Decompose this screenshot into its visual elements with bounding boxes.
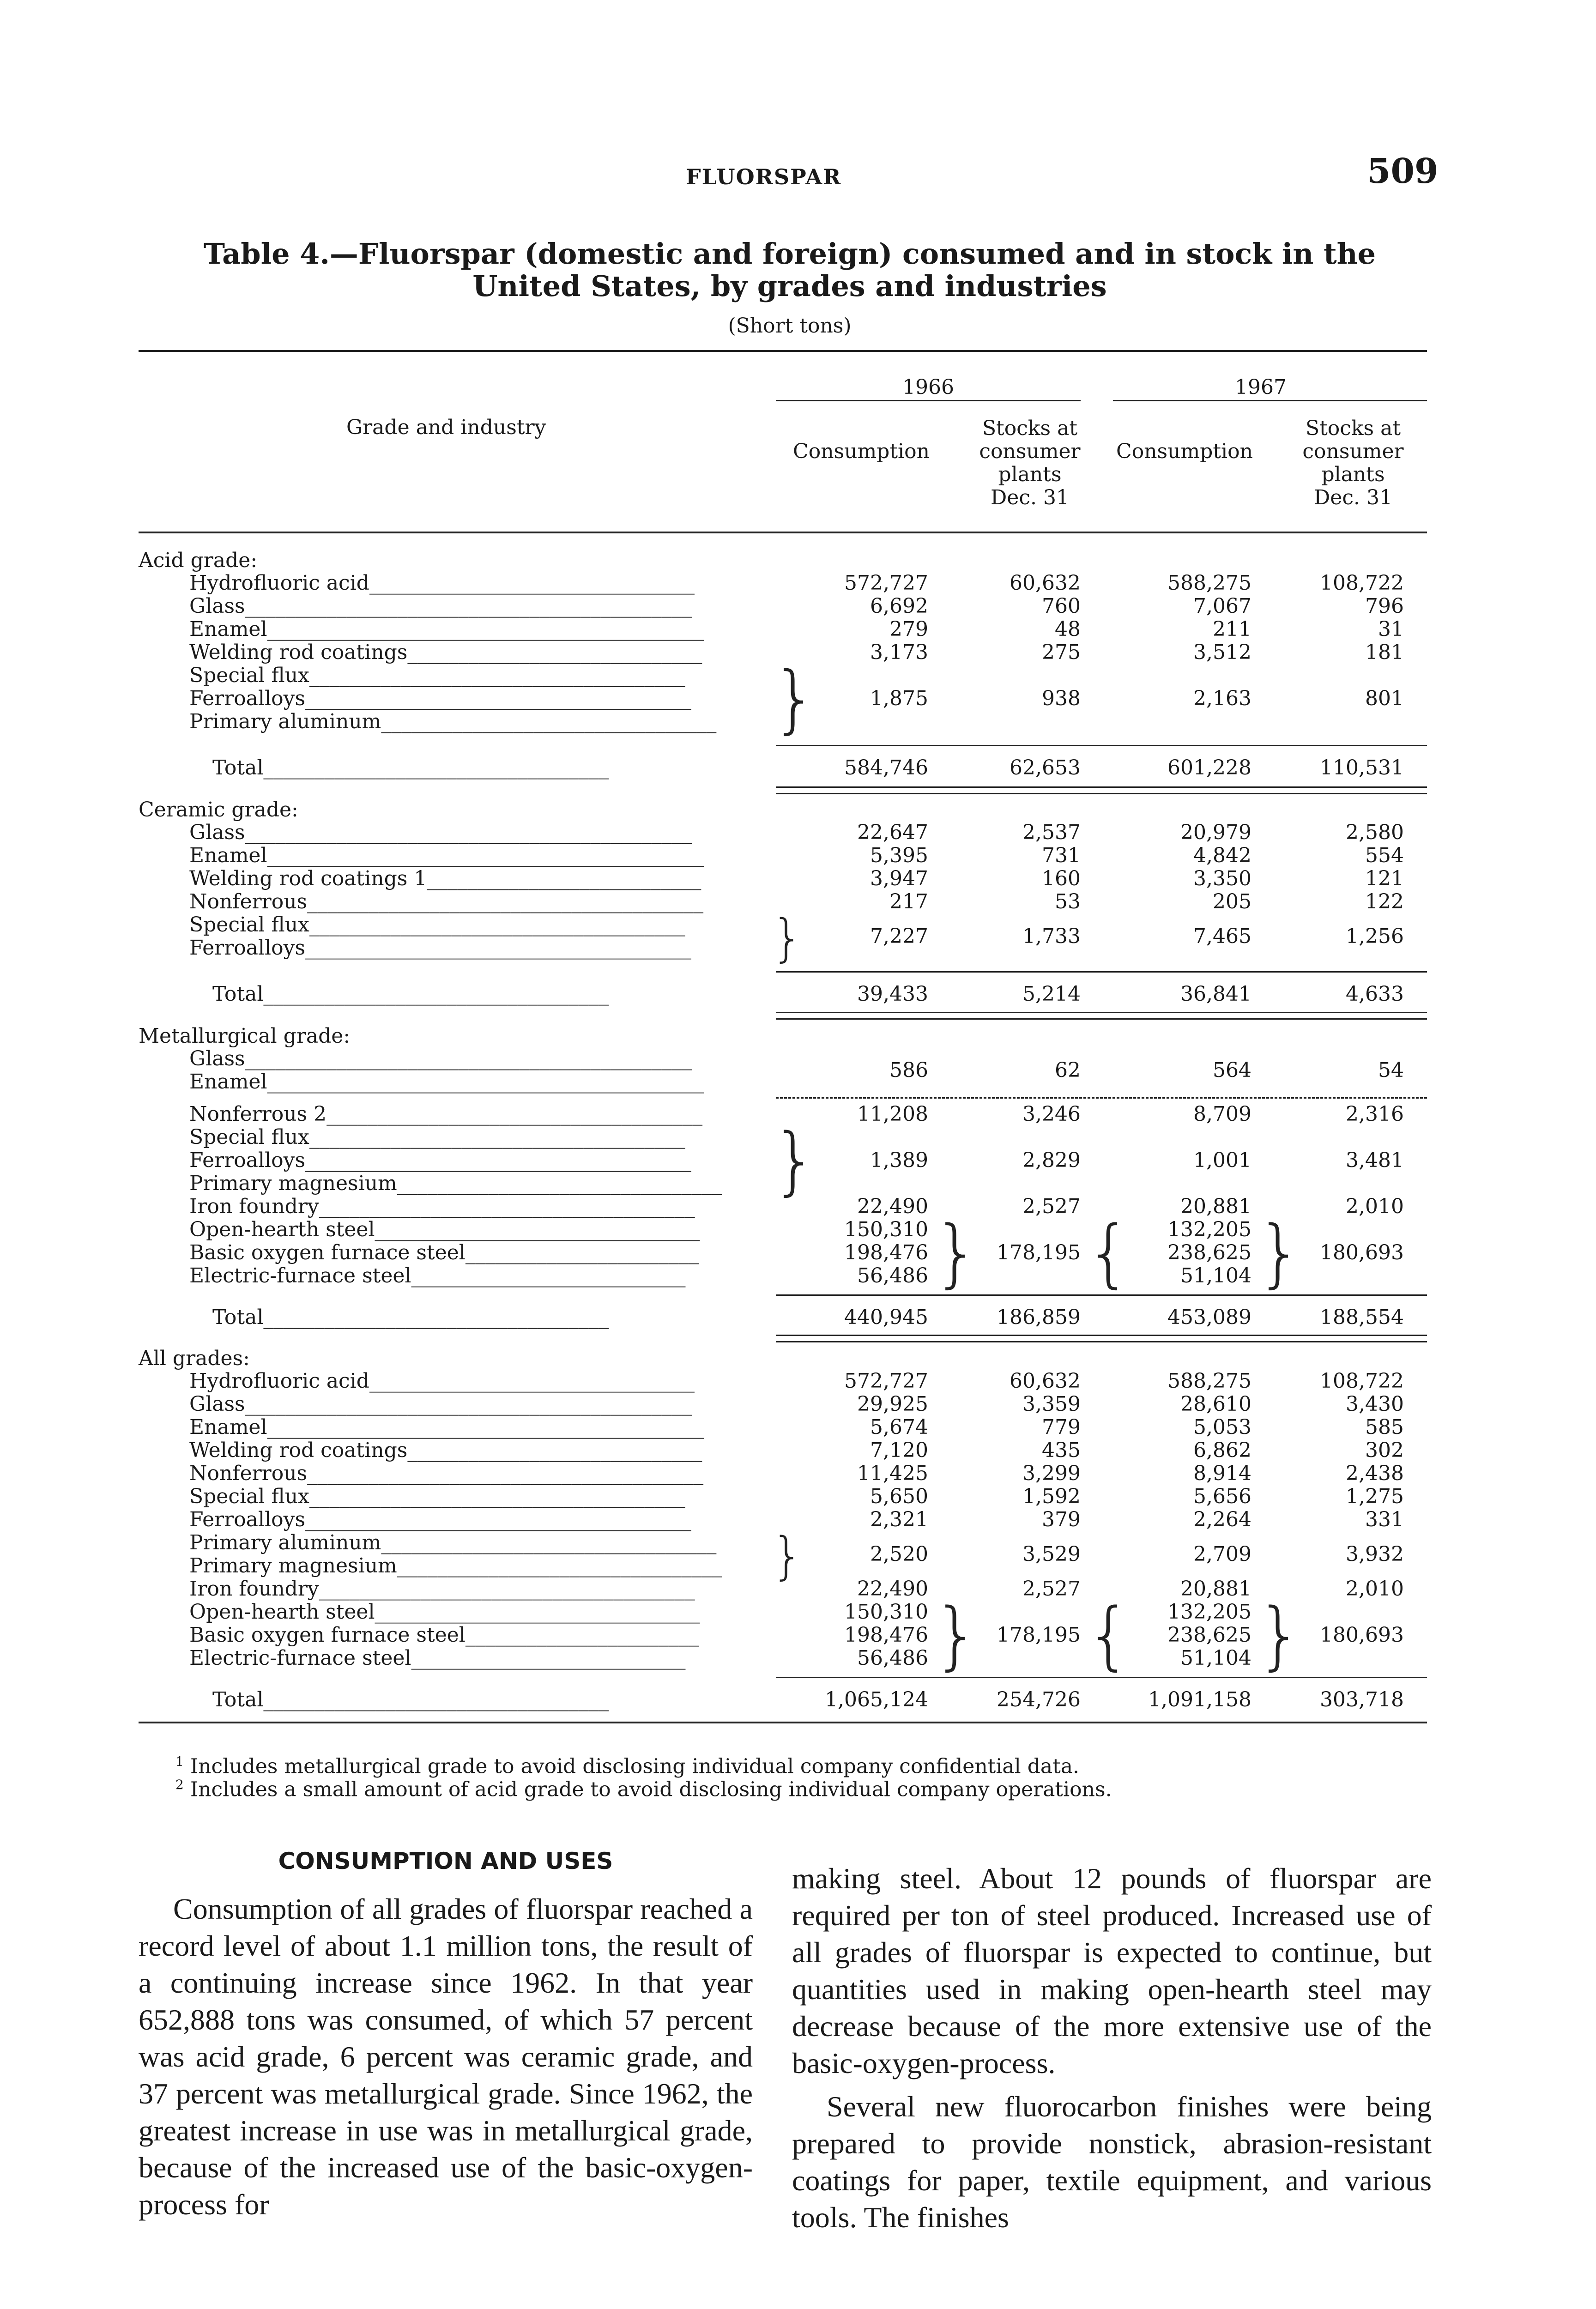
header-bottom-rule	[139, 532, 1427, 533]
brace-icon: }	[771, 908, 804, 967]
body-paragraph: making steel. About 12 pounds of fluorspar are required per ton of steel produced. Increased use of all grades of fluorspar is expected to continue, but quantities used in making open-hearth steel may decrease because of the more extensive use of the basic-oxygen-process.	[792, 1862, 1432, 2079]
table-row: Ferroalloys______________________________________ 2,321 379 2,264 331	[189, 1508, 1404, 1531]
body-right-column	[792, 1860, 1432, 2236]
year-1967-rule	[1113, 400, 1427, 401]
year-1966-rule	[776, 400, 1081, 401]
all-grades-heading: All grades:	[139, 1347, 250, 1370]
table-row: 7,227 1,733 7,465 1,256	[870, 925, 1404, 948]
total-row: Total__________________________________ 39,433 5,214 36,841 4,633	[212, 982, 1404, 1006]
table-row: 1,875 938 2,163 801	[870, 687, 1404, 710]
brace-icon: {	[1085, 1209, 1132, 1296]
body-paragraph: Several new fluorocarbon finishes were being prepared to provide nonstick, abrasion-resistant coatings for paper, textile equipment, and various tools. The finishes	[792, 2090, 1432, 2234]
table-row: Hydrofluoric acid________________________________ 572,727 60,632 588,275 108,722	[189, 1369, 1404, 1393]
table-row: Glass____________________________________________ 6,692 760 7,067 796	[189, 594, 1404, 618]
table-row: Nonferrous_______________________________________ 217 53 205 122	[189, 890, 1404, 913]
table-row: Electric-furnace steel___________________________ 56,486 51,104	[189, 1264, 1251, 1287]
running-title: FLUORSPAR	[686, 164, 842, 189]
body-left-column	[139, 1847, 753, 2223]
table-row: Welding rod coatings_____________________________ 7,120 435 6,862 302	[189, 1439, 1404, 1462]
table-row: Enamel___________________________________________ 5,395 731 4,842 554	[189, 844, 1404, 867]
dashed-rule	[776, 1097, 1427, 1099]
section-heading: CONSUMPTION AND USES	[278, 1848, 613, 1874]
brace-icon: }	[933, 1592, 980, 1678]
brace-icon: {	[1085, 1592, 1132, 1678]
table-row: Special flux_____________________________________ 5,650 1,592 5,656 1,275	[189, 1485, 1404, 1508]
table-row: 2,520 3,529 2,709 3,932	[870, 1542, 1404, 1566]
ceramic-grade-heading: Ceramic grade:	[139, 798, 298, 822]
table-row: Enamel___________________________________________ 5,674 779 5,053 585	[189, 1415, 1404, 1439]
table-unit: (Short tons)	[728, 314, 852, 338]
table-row: Welding rod coatings 1___________________________ 3,947 160 3,350 121	[189, 867, 1404, 890]
acid-grade-heading: Acid grade:	[139, 549, 258, 572]
subtotal-rule	[776, 1294, 1427, 1296]
total-row: Total__________________________________ 584,746 62,653 601,228 110,531	[212, 756, 1404, 780]
table-row: Hydrofluoric acid________________________________ 572,727 60,632 588,275 108,722	[189, 571, 1404, 595]
subtotal-rule	[776, 971, 1427, 973]
brace-icon: }	[1256, 1592, 1303, 1678]
year-1966-header: 1966	[902, 375, 954, 399]
grade-industry-header: Grade and industry	[346, 416, 546, 439]
table-row: Open-hearth steel________________________________ 150,310 132,205	[189, 1218, 1251, 1241]
table-row: Iron foundry_____________________________________ 22,490 2,527 20,881 2,010	[189, 1195, 1404, 1218]
year-1967-header: 1967	[1235, 375, 1287, 399]
table-row: Glass____________________________________________ 29,925 3,359 28,610 3,430	[189, 1392, 1404, 1416]
table-row: 586 62 564 54	[889, 1058, 1404, 1082]
table-title-line-2: United States, by grades and industries	[472, 269, 1107, 303]
table-row: Nonferrous 2_____________________________________ 11,208 3,246 8,709 2,316	[189, 1102, 1404, 1126]
consumption-1966-header: Consumption	[793, 440, 930, 463]
consumption-1967-header: Consumption	[1116, 440, 1253, 463]
table-title	[139, 238, 1441, 302]
metallurgical-grade-heading: Metallurgical grade:	[139, 1024, 351, 1048]
footnote-2: $^2$ Includes a small amount of acid grade to avoid disclosing individual company operations.	[175, 1777, 1112, 1801]
body-paragraph: Consumption of all grades of fluorspar reached a record level of about 1.1 million tons, the result of a continuing increase since 1962. In that year 652,888 tons was consumed, of which 57 percent was acid grade, 6 percent was ceramic grade, and 37 percent was metallurgical grade. Since 1962, the greatest increase in use was in metallurgical grade, because of the increased use of the basic-oxygen-process for	[139, 1892, 753, 2221]
table-row: Open-hearth steel________________________________ 150,310 132,205	[189, 1600, 1251, 1624]
table-row: Basic oxygen furnace steel_______________________ 198,476 178,195 238,625 180,693	[189, 1623, 1404, 1647]
table-row: Basic oxygen furnace steel_______________________ 198,476 178,195 238,625 180,693	[189, 1241, 1404, 1264]
subtotal-rule	[776, 1677, 1427, 1678]
stocks-1966-header: Stocks at consumer plants Dec. 31	[979, 417, 1081, 509]
footnote-1: $^1$ Includes metallurgical grade to avoid disclosing individual company confidential data.	[175, 1754, 1079, 1778]
subtotal-rule	[776, 745, 1427, 746]
table-row: Iron foundry_____________________________________ 22,490 2,527 20,881 2,010	[189, 1577, 1404, 1601]
table-row: Glass____________________________________________ 22,647 2,537 20,979 2,580	[189, 821, 1404, 844]
total-row: Total__________________________________ 1,065,124 254,726 1,091,158 303,718	[212, 1688, 1404, 1711]
brace-icon: }	[771, 1117, 818, 1203]
brace-icon: }	[771, 1526, 804, 1585]
table-top-rule	[139, 350, 1427, 352]
total-row: Total__________________________________ 440,945 186,859 453,089 188,554	[212, 1306, 1404, 1329]
table-row: Enamel___________________________________________ 279 48 211 31	[189, 617, 1404, 641]
table-bottom-rule	[139, 1722, 1427, 1723]
total-double-rule	[776, 1012, 1427, 1020]
stocks-1967-header: Stocks at consumer plants Dec. 31	[1302, 417, 1404, 509]
table-row: Welding rod coatings_____________________________ 3,173 275 3,512 181	[189, 641, 1404, 664]
table-row: 1,389 2,829 1,001 3,481	[870, 1148, 1404, 1172]
brace-icon: }	[933, 1209, 980, 1296]
brace-icon: }	[771, 655, 818, 742]
total-double-rule	[776, 1335, 1427, 1342]
brace-icon: }	[1256, 1209, 1303, 1296]
table-row: Nonferrous_______________________________________ 11,425 3,299 8,914 2,438	[189, 1462, 1404, 1485]
table-title-line-1: Table 4.—Fluorspar (domestic and foreign) consumed and in stock in the	[203, 237, 1376, 271]
table-row: Electric-furnace steel___________________________ 56,486 51,104	[189, 1646, 1251, 1670]
page-number: 509	[1367, 151, 1439, 191]
total-double-rule	[776, 786, 1427, 794]
